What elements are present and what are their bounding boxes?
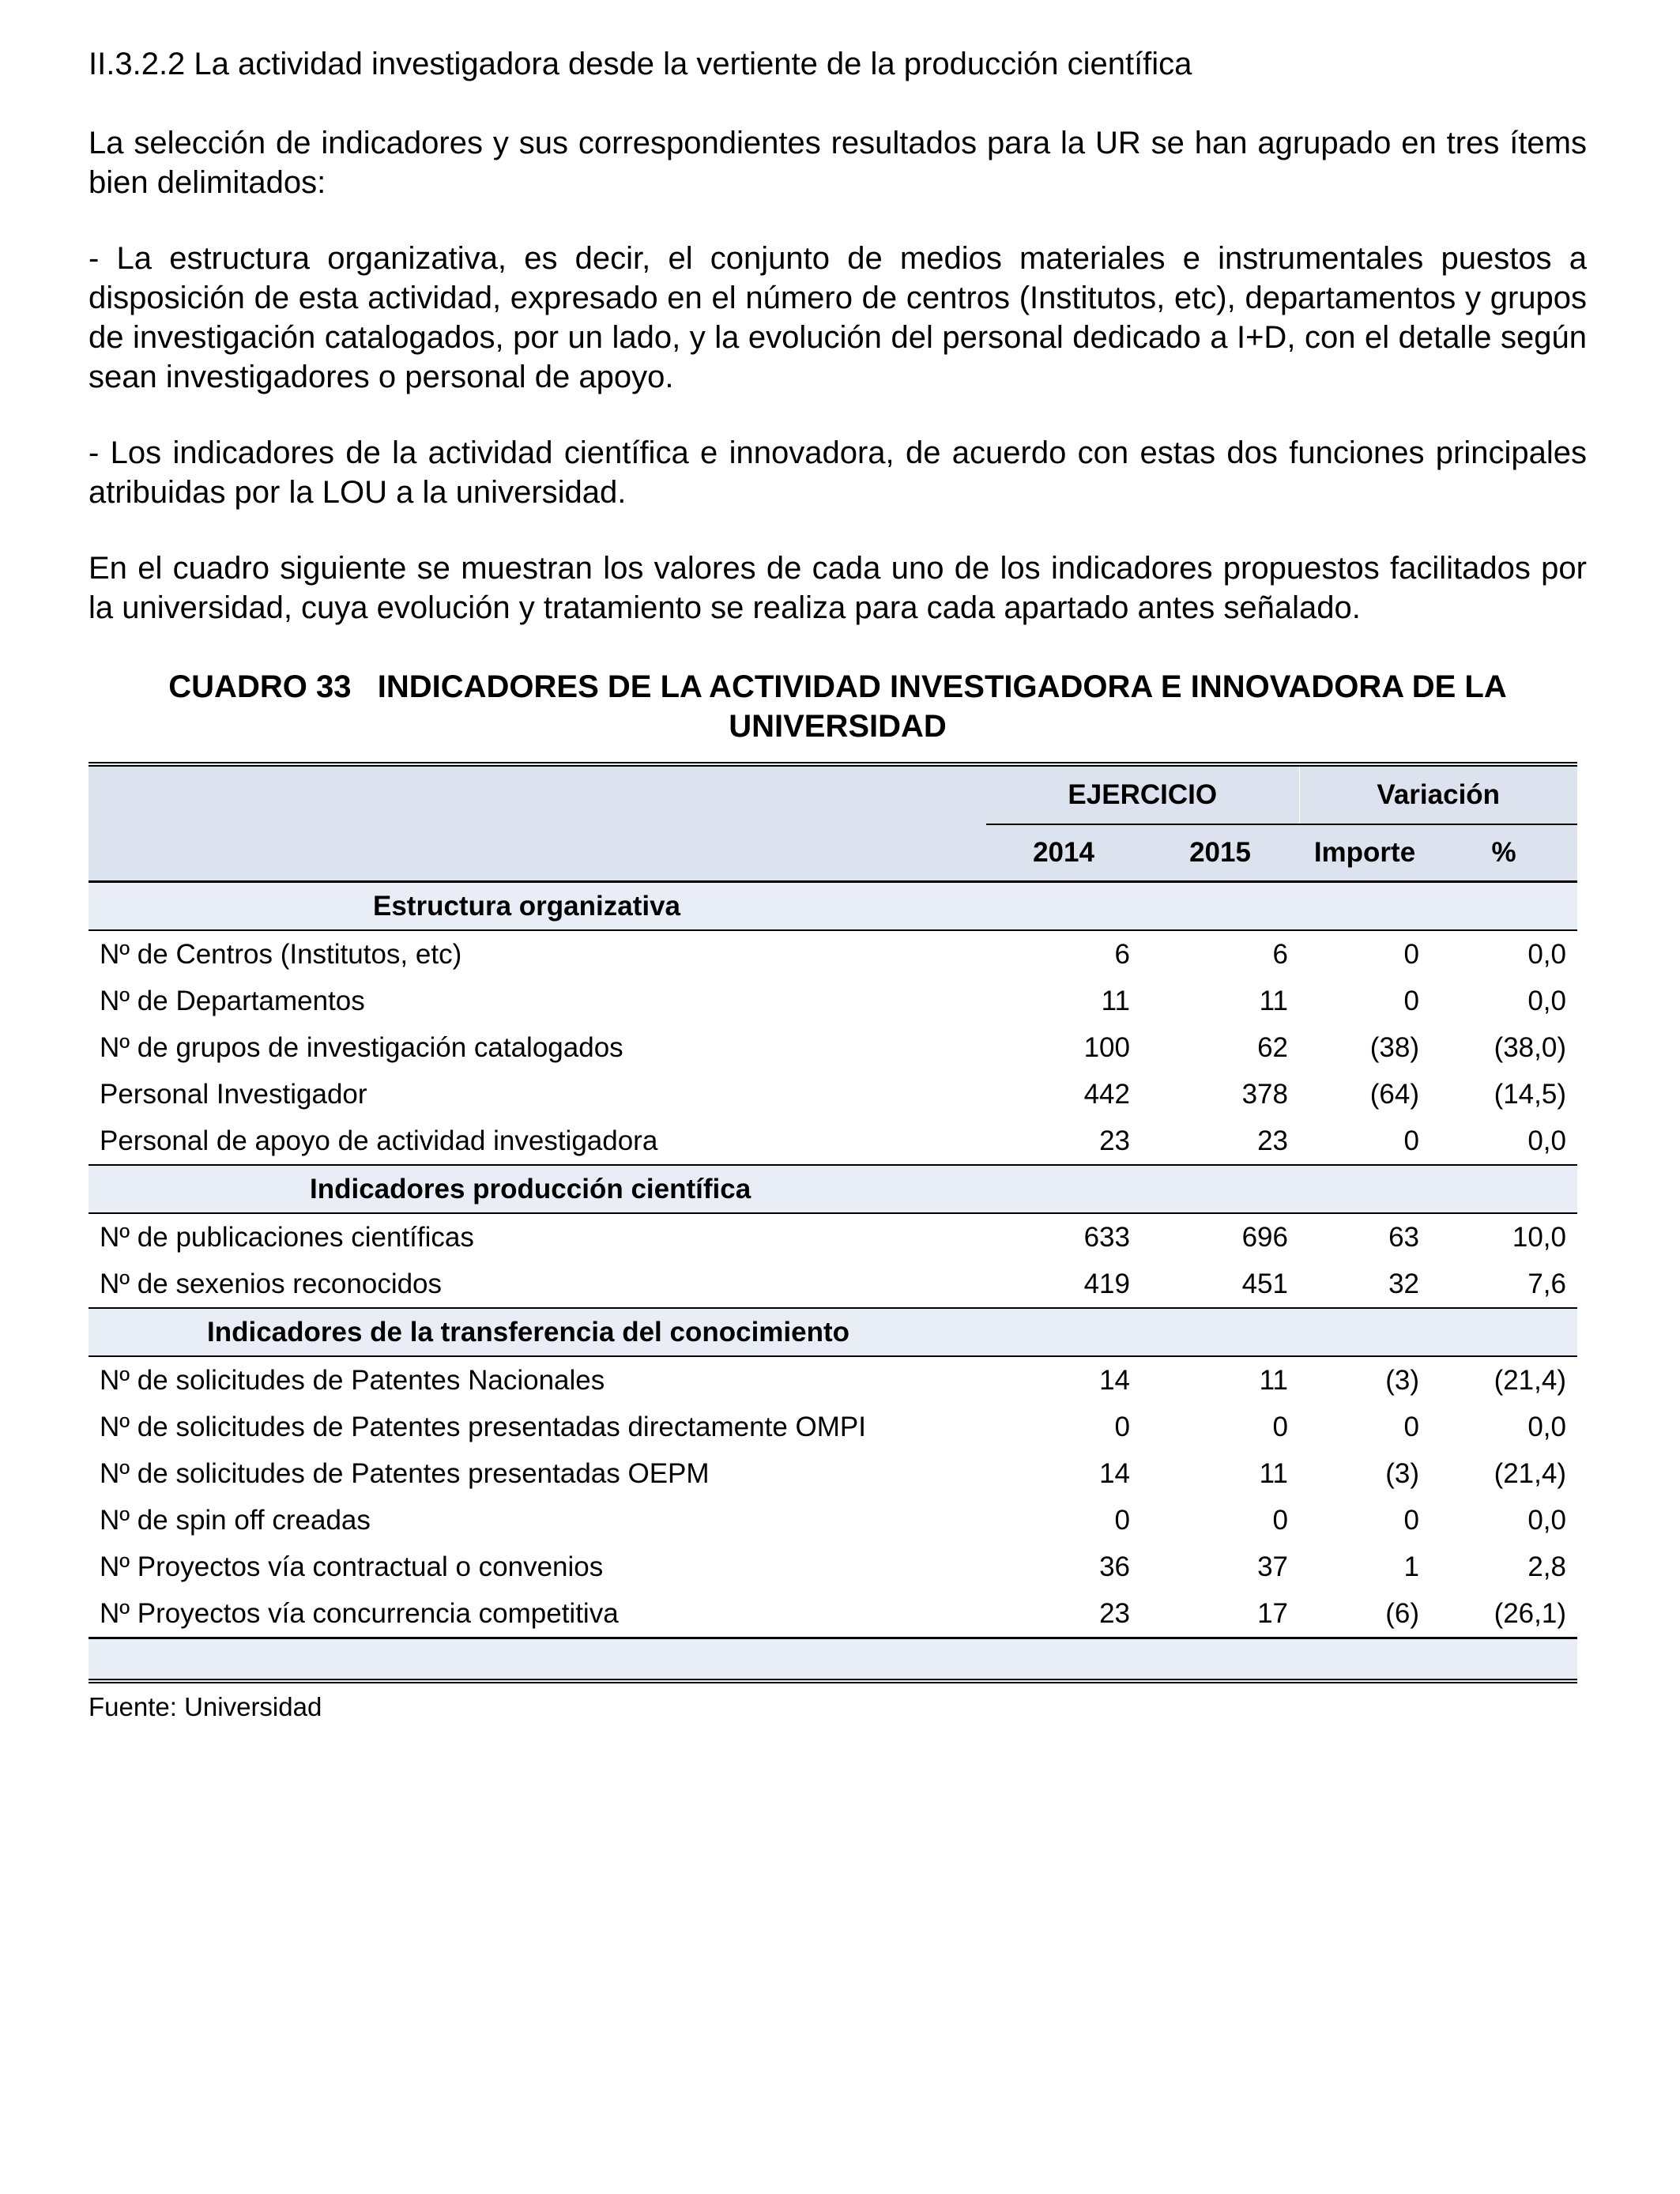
section-empty-cell: [1299, 1165, 1430, 1213]
value-percent: (21,4): [1494, 1364, 1566, 1396]
table-row: [89, 930, 1577, 978]
value-importe: (38): [1369, 1031, 1419, 1063]
header-percent: %: [1430, 824, 1577, 882]
section-title: Estructura organizativa: [89, 882, 986, 931]
paragraph-structure: - La estructura organizativa, es decir, el conjunto de medios materiales e instrumentales puestos a disposición de esta actividad, expresado en el número de centros (Institutos, etc), departamentos y grupos de investigación catalogados, por un lado, y la evolución del personal dedicado a I+D, con el detalle según sean investigadores o personal de apoyo.: [89, 241, 1587, 394]
header-year-2014: 2014: [986, 824, 1141, 882]
footer-empty-cell: [1430, 1638, 1577, 1682]
value-importe: (6): [1385, 1597, 1419, 1629]
section-empty-cell: [986, 882, 1141, 931]
value-importe: (64): [1369, 1078, 1419, 1110]
section-empty-cell: [1430, 882, 1577, 931]
header-ejercicio: EJERCICIO: [986, 764, 1299, 824]
value-2015: 23: [1257, 1125, 1288, 1156]
row-label: Nº Proyectos vía contractual o convenios: [100, 1551, 604, 1582]
table-header-columns-row: [89, 824, 1577, 882]
value-2015: 451: [1241, 1268, 1288, 1299]
table-row: [89, 1590, 1577, 1638]
section-empty-cell: [1141, 882, 1299, 931]
section-header-row: [89, 882, 1577, 931]
table-row: [89, 1118, 1577, 1165]
section-title: Indicadores de la transferencia del conocimiento: [89, 1308, 986, 1356]
section-heading: II.3.2.2 La actividad investigadora desde la vertiente de la producción científica: [89, 47, 1192, 81]
value-2015: 378: [1241, 1078, 1288, 1110]
value-importe: (3): [1385, 1457, 1419, 1489]
value-2015: 696: [1241, 1221, 1288, 1253]
section-header-row: [89, 1308, 1577, 1356]
value-2014: 442: [1083, 1078, 1130, 1110]
value-importe: 32: [1388, 1268, 1419, 1299]
table-row: [89, 1404, 1577, 1450]
value-percent: 7,6: [1527, 1268, 1566, 1299]
value-importe: (3): [1385, 1364, 1419, 1396]
section-empty-cell: [1430, 1308, 1577, 1356]
table-row: [89, 1356, 1577, 1404]
row-label: Nº de publicaciones científicas: [100, 1221, 474, 1253]
value-percent: (26,1): [1494, 1597, 1566, 1629]
table-title-line-1: CUADRO 33 INDICADORES DE LA ACTIVIDAD INVESTIGADORA E INNOVADORA DE LA: [168, 669, 1507, 704]
row-label: Personal Investigador: [100, 1078, 367, 1110]
value-2014: 0: [1114, 1411, 1130, 1442]
value-2014: 100: [1083, 1031, 1130, 1063]
row-label: Nº de sexenios reconocidos: [100, 1268, 443, 1299]
table-header-group-row: [89, 764, 1577, 824]
footer-empty-cell: [89, 1638, 986, 1682]
value-2014: 0: [1114, 1504, 1130, 1536]
footer-empty-cell: [986, 1638, 1141, 1682]
value-2014: 419: [1083, 1268, 1130, 1299]
value-2014: 14: [1099, 1364, 1130, 1396]
value-2015: 11: [1259, 985, 1288, 1016]
table-title-line-2: UNIVERSIDAD: [729, 709, 947, 744]
section-empty-cell: [1141, 1308, 1299, 1356]
value-importe: 0: [1403, 938, 1419, 970]
value-2014: 23: [1099, 1125, 1130, 1156]
value-percent: (38,0): [1494, 1031, 1566, 1063]
header-variacion: Variación: [1299, 764, 1577, 824]
table-row: [89, 1450, 1577, 1497]
section-empty-cell: [1299, 1308, 1430, 1356]
row-label: Nº de solicitudes de Patentes presentadas directamente OMPI: [100, 1411, 866, 1442]
value-importe: 1: [1403, 1551, 1419, 1582]
value-importe: 0: [1403, 985, 1419, 1016]
row-label: Nº de solicitudes de Patentes Nacionales: [100, 1364, 605, 1396]
value-2015: 11: [1259, 1457, 1288, 1489]
table-row: [89, 1544, 1577, 1590]
header-year-2015: 2015: [1141, 824, 1299, 882]
value-2014: 14: [1099, 1457, 1130, 1489]
table-row: [89, 1213, 1577, 1261]
value-2015: 17: [1257, 1597, 1288, 1629]
footer-empty-cell: [1141, 1638, 1299, 1682]
value-2014: 633: [1083, 1221, 1130, 1253]
value-percent: 0,0: [1527, 1411, 1566, 1442]
value-2015: 37: [1257, 1551, 1288, 1582]
section-title: Indicadores producción científica: [89, 1165, 986, 1213]
table-row: [89, 1261, 1577, 1308]
value-importe: 63: [1388, 1221, 1419, 1253]
footer-empty-cell: [1299, 1638, 1430, 1682]
source-note: Fuente: Universidad: [89, 1692, 322, 1721]
row-label: Nº de spin off creadas: [100, 1504, 371, 1536]
paragraph-indicators: - Los indicadores de la actividad científica e innovadora, de acuerdo con estas dos funciones principales atribuidas por la LOU a la universidad.: [89, 435, 1587, 510]
value-2014: 36: [1099, 1551, 1130, 1582]
value-percent: 2,8: [1527, 1551, 1566, 1582]
value-percent: 10,0: [1512, 1221, 1566, 1253]
section-header-row: [89, 1165, 1577, 1213]
table-row: [89, 1071, 1577, 1118]
header-empty-cell: [89, 764, 986, 824]
section-empty-cell: [986, 1165, 1141, 1213]
value-2015: 0: [1272, 1504, 1288, 1536]
value-2015: 62: [1257, 1031, 1288, 1063]
header-empty-cell: [89, 824, 986, 882]
value-percent: 0,0: [1527, 1504, 1566, 1536]
row-label: Nº Proyectos vía concurrencia competitiva: [100, 1597, 619, 1629]
paragraph-table-intro: En el cuadro siguiente se muestran los valores de cada uno de los indicadores propuestos facilitados por la universidad, cuya evolución y tratamiento se realiza para cada apartado antes señalado.: [89, 551, 1587, 625]
row-label: Nº de grupos de investigación catalogados: [100, 1031, 623, 1063]
table-row: [89, 978, 1577, 1024]
section-empty-cell: [1299, 882, 1430, 931]
row-label: Nº de Centros (Institutos, etc): [100, 938, 462, 970]
table-footer-row: [89, 1638, 1577, 1682]
row-label: Nº de solicitudes de Patentes presentadas OEPM: [100, 1457, 710, 1489]
value-2014: 11: [1101, 985, 1130, 1016]
indicators-table: [89, 762, 1577, 1683]
section-empty-cell: [986, 1308, 1141, 1356]
header-importe: Importe: [1299, 824, 1430, 882]
row-label: Nº de Departamentos: [100, 985, 365, 1016]
value-2014: 23: [1099, 1597, 1130, 1629]
value-2015: 6: [1272, 938, 1288, 970]
value-2015: 0: [1272, 1411, 1288, 1442]
section-empty-cell: [1141, 1165, 1299, 1213]
table-row: [89, 1024, 1577, 1071]
value-2014: 6: [1114, 938, 1130, 970]
value-percent: 0,0: [1527, 985, 1566, 1016]
row-label: Personal de apoyo de actividad investigadora: [100, 1125, 658, 1156]
value-2015: 11: [1259, 1364, 1288, 1396]
value-percent: 0,0: [1527, 1125, 1566, 1156]
value-importe: 0: [1403, 1504, 1419, 1536]
value-importe: 0: [1403, 1125, 1419, 1156]
value-importe: 0: [1403, 1411, 1419, 1442]
value-percent: (14,5): [1494, 1078, 1566, 1110]
value-percent: (21,4): [1494, 1457, 1566, 1489]
table-title: [89, 667, 1587, 746]
paragraph-intro: La selección de indicadores y sus correspondientes resultados para la UR se han agrupado en tres ítems bien delimitados:: [89, 126, 1587, 200]
value-percent: 0,0: [1527, 938, 1566, 970]
section-empty-cell: [1430, 1165, 1577, 1213]
table-row: [89, 1497, 1577, 1544]
